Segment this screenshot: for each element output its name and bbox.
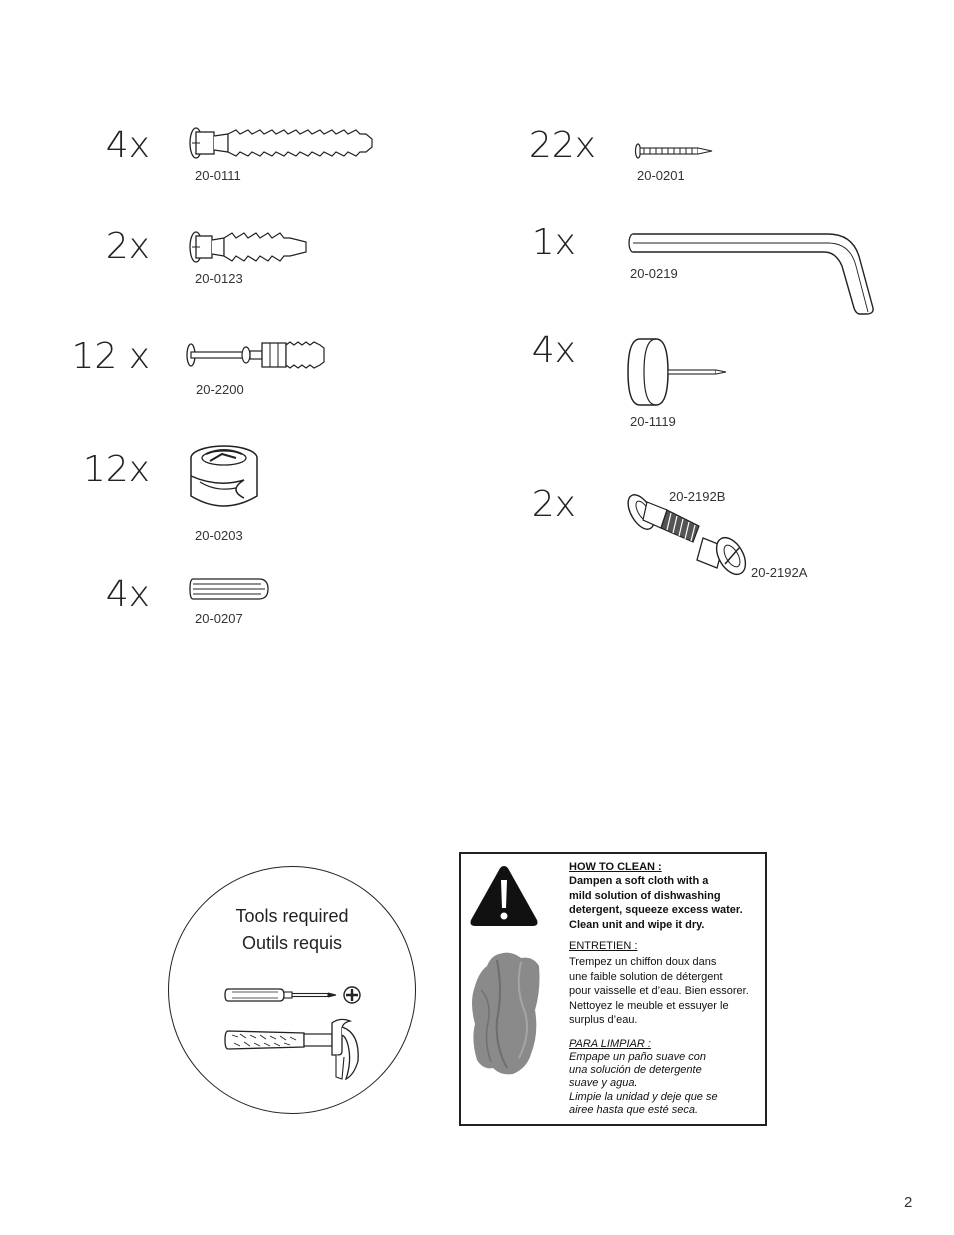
part-quantity: 12x bbox=[82, 449, 150, 490]
part-code: 20-0201 bbox=[637, 168, 685, 183]
page-number: 2 bbox=[904, 1194, 913, 1211]
part-quantity: 4x bbox=[531, 330, 576, 371]
tools-title-fr: Outils requis bbox=[241, 933, 343, 953]
clean-line-es: una solución de detergente bbox=[569, 1064, 702, 1076]
part-code: 20-2200 bbox=[196, 382, 244, 397]
phillips-head-icon bbox=[341, 984, 363, 1006]
clean-line-es: Limpie la unidad y deje que se bbox=[569, 1091, 718, 1103]
clean-line-fr: pour vaisselle et d’eau. Bien essorer. bbox=[569, 985, 749, 997]
part-code: 20-0203 bbox=[195, 528, 243, 543]
clean-line-fr: Trempez un chiffon doux dans bbox=[569, 956, 717, 968]
clean-line-es: suave y agua. bbox=[569, 1077, 638, 1089]
part-code: 20-0123 bbox=[195, 271, 243, 286]
clean-heading-en: HOW TO CLEAN : bbox=[569, 861, 662, 873]
clean-line-fr: une faible solution de détergent bbox=[569, 970, 723, 983]
part-quantity: 12 x bbox=[71, 336, 150, 377]
clean-line-es: airee hasta que esté seca. bbox=[569, 1104, 699, 1116]
part-code: 20-0111 bbox=[195, 168, 241, 183]
part-code: 20-1119 bbox=[630, 414, 676, 429]
clean-line-en: Clean unit and wipe it dry. bbox=[569, 918, 705, 931]
glide-pin-icon bbox=[626, 337, 730, 409]
cam-bolt-icon bbox=[186, 338, 331, 374]
clean-line-es: Empape un paño suave con bbox=[569, 1051, 706, 1063]
part-code: 20-0207 bbox=[195, 611, 243, 626]
cloth-icon bbox=[467, 950, 543, 1080]
part-quantity: 4x bbox=[105, 125, 150, 166]
clean-line-en: mild solution of dishwashing bbox=[569, 889, 721, 902]
part-quantity: 22x bbox=[528, 125, 596, 166]
long-screw-icon bbox=[188, 124, 378, 164]
short-screw-icon bbox=[188, 228, 313, 268]
tools-required-panel bbox=[168, 866, 416, 1114]
clean-line-fr: Nettoyez le meuble et essuyer le bbox=[569, 999, 729, 1012]
clean-line-fr: surplus d’eau. bbox=[569, 1014, 638, 1026]
clean-line-en: detergent, squeeze excess water. bbox=[569, 904, 743, 916]
clean-heading-fr: ENTRETIEN : bbox=[569, 940, 638, 952]
wooden-dowel-icon bbox=[189, 576, 271, 604]
clean-heading-es: PARA LIMPIAR : bbox=[569, 1038, 651, 1050]
part-code: 20-0219 bbox=[630, 266, 678, 281]
tools-title-en: Tools required bbox=[235, 906, 349, 926]
part-quantity: 4x bbox=[105, 574, 150, 615]
part-quantity: 2x bbox=[531, 484, 576, 525]
clean-line-en: Dampen a soft cloth with a bbox=[569, 875, 709, 887]
part-code-a: 20-2192A bbox=[751, 565, 808, 580]
warning-icon bbox=[469, 864, 539, 928]
part-quantity: 1x bbox=[531, 222, 576, 263]
part-quantity: 2x bbox=[105, 226, 150, 267]
cleaning-instructions-panel bbox=[459, 852, 767, 1126]
cam-lock-icon bbox=[188, 444, 260, 514]
part-code-b: 20-2192B bbox=[669, 489, 726, 504]
hammer-icon bbox=[224, 1017, 364, 1083]
nail-icon bbox=[634, 141, 716, 161]
